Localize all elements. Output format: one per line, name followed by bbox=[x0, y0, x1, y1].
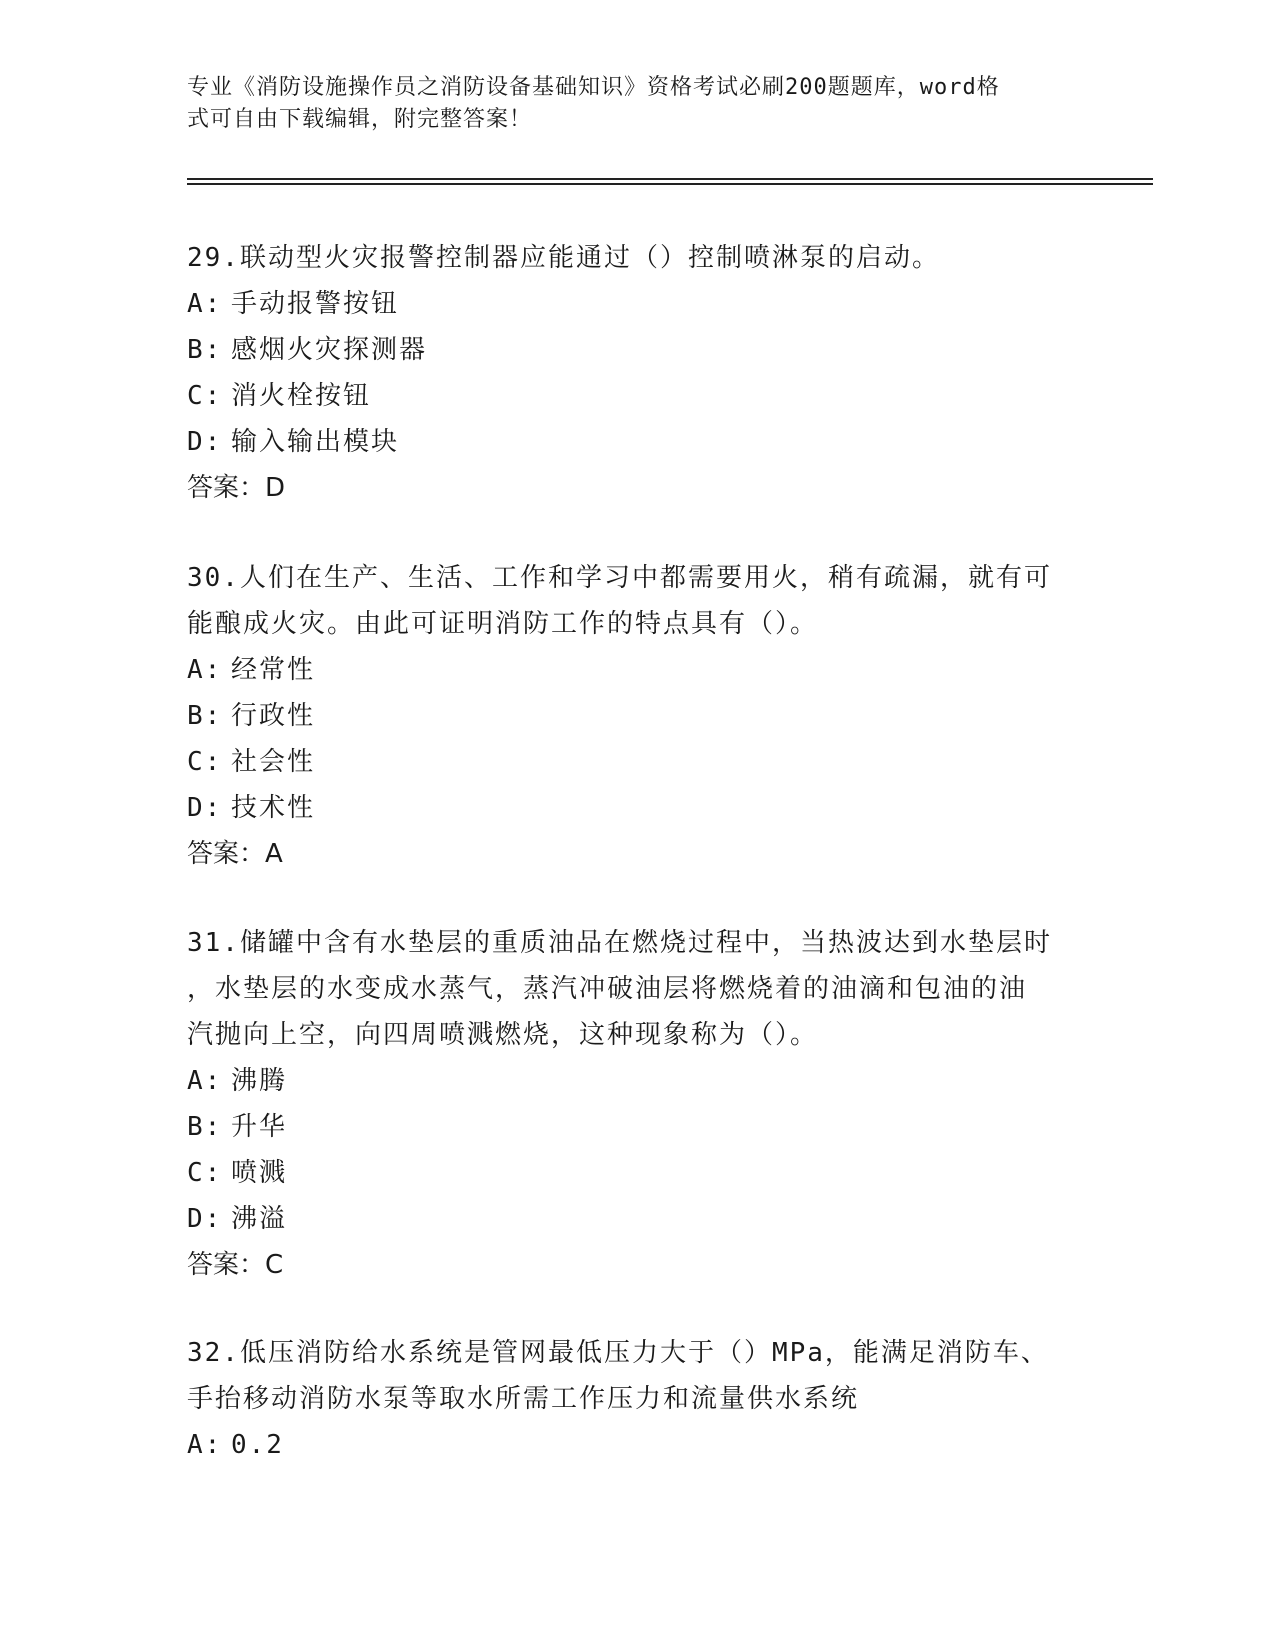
header-line-2: 式可自由下载编辑，附完整答案！ bbox=[187, 107, 533, 132]
option-key: C: bbox=[187, 381, 223, 411]
option-b bbox=[187, 327, 1087, 373]
option-text: 经常性 bbox=[231, 655, 316, 685]
option-d bbox=[187, 419, 1087, 465]
option-a bbox=[187, 647, 1087, 693]
option-b bbox=[187, 693, 1087, 739]
answer-line: 答案：C bbox=[187, 1250, 284, 1280]
header-divider-top bbox=[187, 178, 1153, 180]
option-a bbox=[187, 281, 1087, 327]
option-key: C: bbox=[187, 747, 223, 777]
option-text: 技术性 bbox=[231, 793, 316, 823]
question-text: 29.联动型火灾报警控制器应能通过（）控制喷淋泵的启动。 bbox=[187, 243, 940, 273]
question-29 bbox=[187, 235, 1087, 511]
header-line-1: 专业《消防设施操作员之消防设备基础知识》资格考试必刷200题题库，word格 bbox=[187, 75, 1000, 100]
option-text: 感烟火灾探测器 bbox=[231, 335, 428, 365]
option-key: B: bbox=[187, 335, 223, 365]
option-key: D: bbox=[187, 427, 223, 457]
option-b bbox=[187, 1104, 1087, 1150]
question-30 bbox=[187, 555, 1087, 877]
option-text: 消火栓按钮 bbox=[231, 381, 372, 411]
option-text: 喷溅 bbox=[231, 1158, 288, 1188]
question-32 bbox=[187, 1330, 1087, 1468]
question-text: ，水垫层的水变成水蒸气，蒸汽冲破油层将燃烧着的油滴和包油的油 bbox=[187, 974, 1028, 1004]
option-key: A: bbox=[187, 1066, 223, 1096]
option-key: B: bbox=[187, 701, 223, 731]
option-c bbox=[187, 373, 1087, 419]
option-key: D: bbox=[187, 1204, 223, 1234]
option-text: 手动报警按钮 bbox=[231, 289, 400, 319]
question-text: 30.人们在生产、生活、工作和学习中都需要用火，稍有疏漏，就有可 bbox=[187, 563, 1052, 593]
question-text: 32.低压消防给水系统是管网最低压力大于（）MPa，能满足消防车、 bbox=[187, 1338, 1049, 1368]
question-text: 能酿成火灾。由此可证明消防工作的特点具有（）。 bbox=[187, 609, 819, 639]
option-a bbox=[187, 1058, 1087, 1104]
option-key: A: bbox=[187, 655, 223, 685]
option-key: D: bbox=[187, 793, 223, 823]
question-text: 31.储罐中含有水垫层的重质油品在燃烧过程中，当热波达到水垫层时 bbox=[187, 928, 1052, 958]
question-text: 手抬移动消防水泵等取水所需工作压力和流量供水系统 bbox=[187, 1384, 860, 1414]
option-c bbox=[187, 739, 1087, 785]
option-text: 输入输出模块 bbox=[231, 427, 400, 457]
header-divider-bottom bbox=[187, 183, 1153, 185]
question-text: 汽抛向上空，向四周喷溅燃烧，这种现象称为（）。 bbox=[187, 1020, 819, 1050]
document-header bbox=[187, 72, 1067, 136]
option-a bbox=[187, 1422, 1087, 1468]
option-key: A: bbox=[187, 289, 223, 319]
option-key: C: bbox=[187, 1158, 223, 1188]
option-text: 升华 bbox=[231, 1112, 288, 1142]
question-31 bbox=[187, 920, 1087, 1288]
option-c bbox=[187, 1150, 1087, 1196]
option-text: 0.2 bbox=[231, 1430, 284, 1460]
option-d bbox=[187, 785, 1087, 831]
answer-line: 答案：D bbox=[187, 473, 286, 503]
option-key: B: bbox=[187, 1112, 223, 1142]
option-text: 沸溢 bbox=[231, 1204, 288, 1234]
answer-line: 答案：A bbox=[187, 839, 283, 869]
option-text: 行政性 bbox=[231, 701, 316, 731]
option-key: A: bbox=[187, 1430, 223, 1460]
option-text: 沸腾 bbox=[231, 1066, 288, 1096]
option-text: 社会性 bbox=[231, 747, 316, 777]
option-d bbox=[187, 1196, 1087, 1242]
